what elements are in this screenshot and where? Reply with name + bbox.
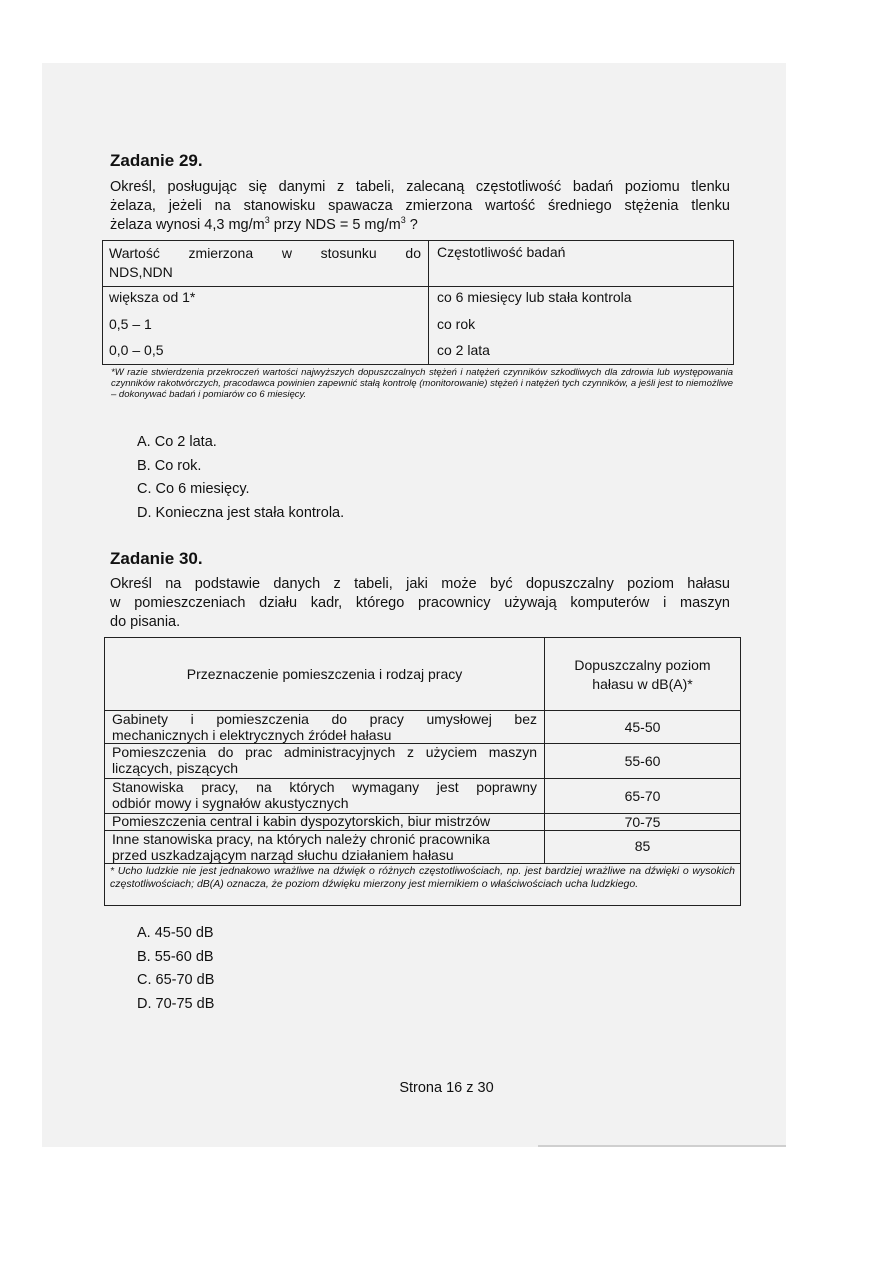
task30-header-col1: Przeznaczenie pomieszczenia i rodzaj pracy [186,666,463,682]
task29-row2-range: 0,5 – 1 [109,316,152,332]
task29-answer-c: C. Co 6 miesięcy. [137,481,250,497]
task29-title: Zadanie 29. [110,151,203,170]
task29-answers [137,434,344,528]
task29-header-col2: Częstotliwość badań [437,244,566,260]
task29-answer-a: A. Co 2 lata. [137,434,217,450]
task30-header-col2: Dopuszczalny poziom hałasu w dB(A)* [574,657,711,692]
task30-table-box [104,637,741,906]
task29-question-line2: żelaza, jeżeli na stanowisku spawacza zmierzona wartość średniego stężenia tlenku [110,198,730,214]
task29-question [110,178,730,235]
task29-header-col1: Wartość zmierzona w stosunku do NDS,NDN [109,245,421,280]
task30-question-line1: Określ na podstawie danych z tabeli, jaki może być dopuszczalny poziom hałasu [110,576,730,592]
task30-row2-label: Pomieszczenia do prac administracyjnych z użyciem maszyn liczących, piszących [112,744,537,776]
task30-answer-a: A. 45-50 dB [137,925,214,941]
task29-answer-d: D. Konieczna jest stała kontrola. [137,504,345,521]
task30-footnote: * Ucho ludzkie nie jest jednakowo wrażliwe na dźwięk o różnych częstotliwościach, np. jest bardziej wrażliwe na dźwięki o wysokich częstotliwościach; dB(A) oznacza, że poziom dźwięku mierzony jest miernikiem o właściwościach ucha ludzkiego. [110,865,735,890]
task29-row2-frequency: co rok [437,316,476,332]
task30-answer-d: D. 70-75 dB [137,995,215,1012]
task30-answers [137,925,214,1019]
task30-row4-value: 70-75 [624,814,661,830]
task29-row3-range: 0,0 – 0,5 [109,342,164,358]
task30-row5-label: Inne stanowiska pracy, na których należy chronić pracownika przed uszkadzającym narząd słuchu działaniem hałasu [112,831,490,863]
task29-row1-range: większa od 1* [109,289,196,305]
task30-row3-label: Stanowiska pracy, na których wymagany jest poprawny odbiór mowy i sygnałów akustycznych [112,779,537,811]
task29-question-line3: żelaza wynosi 4,3 $mg/m^3$ przy NDS = 5 $mg/m^3$ ? [110,215,418,233]
task29-table-box [102,240,734,365]
task30-row3-value: 65-70 [624,788,661,804]
task30-row2-value: 55-60 [624,753,661,769]
task30-question-line3: do pisania. [110,614,181,630]
task30-title: Zadanie 30. [110,549,203,568]
task30-row1-value: 45-50 [624,719,661,735]
task30-question [110,575,730,632]
page-number-footer: Strona 16 z 30 [399,1080,494,1096]
task30-answer-c: C. 65-70 dB [137,972,215,988]
task30-row1-label: Gabinety i pomieszczenia do pracy umysłowej bez mechanicznych i elektrycznych źródeł hałasu [112,711,537,743]
task29-row1-frequency: co 6 miesięcy lub stała kontrola [437,289,632,305]
scan-edge [538,1145,786,1147]
task30-answer-b: B. 55-60 dB [137,948,214,965]
task29-question-line1: Określ, posługując się danymi z tabeli, zalecaną częstotliwość badań poziomu tlenku [110,179,730,195]
task30-question-line2: w pomieszczeniach działu kadr, którego pracownicy używają komputerów i maszyn [110,595,730,611]
task29-row3-frequency: co 2 lata [437,342,490,358]
task30-row4-label: Pomieszczenia central i kabin dyspozytorskich, biur mistrzów [112,813,491,829]
task30-row5-value: 85 [634,838,651,854]
task29-footnote: *W razie stwierdzenia przekroczeń wartości najwyższych dopuszczalnych stężeń i natężeń czynników szkodliwych dla zdrowia lub występowania czynników rakotwórczych, pracodawca powinien zapewnić stałą kontrolę (monitorowanie) stężeń i natężeń tych czynników, a jeśli jest to niemożliwe – dokonywać badań i pomiarów co 6 miesięcy. [111,367,733,400]
task29-answer-b: B. Co rok. [137,457,202,474]
